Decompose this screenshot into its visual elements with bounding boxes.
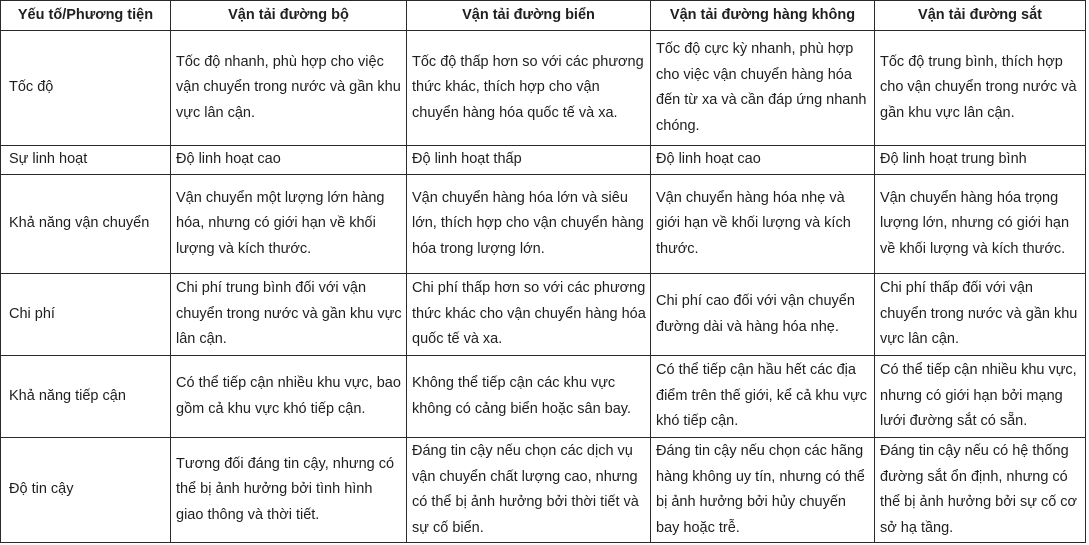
- rail-cell: Tốc độ trung bình, thích hợp cho vận chuyển trong nước và gần khu vực lân cận.: [875, 31, 1086, 146]
- table-row: [1, 146, 1086, 175]
- sea-cell: Đáng tin cậy nếu chọn các dịch vụ vận chuyển chất lượng cao, nhưng có thể bị ảnh hưởng bởi thời tiết và sự cố biển.: [407, 438, 651, 543]
- header-sea: Vận tải đường biển: [407, 1, 651, 31]
- road-cell: Tốc độ nhanh, phù hợp cho việc vận chuyển trong nước và gần khu vực lân cận.: [171, 31, 407, 146]
- factor-cell: Chi phí: [1, 274, 171, 356]
- factor-cell: Độ tin cậy: [1, 438, 171, 543]
- air-cell: Chi phí cao đối với vận chuyển đường dài và hàng hóa nhẹ.: [651, 274, 875, 356]
- factor-cell: Sự linh hoạt: [1, 146, 171, 175]
- rail-cell: Độ linh hoạt trung bình: [875, 146, 1086, 175]
- sea-cell: Không thể tiếp cận các khu vực không có cảng biển hoặc sân bay.: [407, 356, 651, 438]
- header-road: Vận tải đường bộ: [171, 1, 407, 31]
- road-cell: Vận chuyển một lượng lớn hàng hóa, nhưng có giới hạn về khối lượng và kích thước.: [171, 175, 407, 274]
- rail-cell: Đáng tin cậy nếu có hệ thống đường sắt ổn định, nhưng có thể bị ảnh hưởng bởi sự cố cơ sở hạ tầng.: [875, 438, 1086, 543]
- air-cell: Tốc độ cực kỳ nhanh, phù hợp cho việc vận chuyển hàng hóa đến từ xa và cần đáp ứng nhanh chóng.: [651, 31, 875, 146]
- table-row: [1, 175, 1086, 274]
- factor-cell: Khả năng tiếp cận: [1, 356, 171, 438]
- air-cell: Độ linh hoạt cao: [651, 146, 875, 175]
- sea-cell: Vận chuyển hàng hóa lớn và siêu lớn, thích hợp cho vận chuyển hàng hóa trong lượng lớn.: [407, 175, 651, 274]
- factor-cell: Khả năng vận chuyển: [1, 175, 171, 274]
- factor-cell: Tốc độ: [1, 31, 171, 146]
- road-cell: Chi phí trung bình đối với vận chuyển trong nước và gần khu vực lân cận.: [171, 274, 407, 356]
- air-cell: Vận chuyển hàng hóa nhẹ và giới hạn về khối lượng và kích thước.: [651, 175, 875, 274]
- road-cell: Có thể tiếp cận nhiều khu vực, bao gồm cả khu vực khó tiếp cận.: [171, 356, 407, 438]
- road-cell: Tương đối đáng tin cậy, nhưng có thể bị ảnh hưởng bởi tình hình giao thông và thời tiết.: [171, 438, 407, 543]
- air-cell: Có thể tiếp cận hầu hết các địa điểm trên thế giới, kể cả khu vực khó tiếp cận.: [651, 356, 875, 438]
- air-cell: Đáng tin cậy nếu chọn các hãng hàng không uy tín, nhưng có thể bị ảnh hưởng bởi hủy chuyến bay hoặc trễ.: [651, 438, 875, 543]
- header-rail: Vận tải đường sắt: [875, 1, 1086, 31]
- header-air: Vận tải đường hàng không: [651, 1, 875, 31]
- table-header-row: [1, 1, 1086, 31]
- sea-cell: Độ linh hoạt thấp: [407, 146, 651, 175]
- sea-cell: Chi phí thấp hơn so với các phương thức khác cho vận chuyển hàng hóa quốc tế và xa.: [407, 274, 651, 356]
- rail-cell: Vận chuyển hàng hóa trọng lượng lớn, nhưng có giới hạn về khối lượng và kích thước.: [875, 175, 1086, 274]
- table-row: [1, 274, 1086, 356]
- table-row: [1, 31, 1086, 146]
- rail-cell: Có thể tiếp cận nhiều khu vực, nhưng có giới hạn bởi mạng lưới đường sắt có sẵn.: [875, 356, 1086, 438]
- rail-cell: Chi phí thấp đối với vận chuyển trong nước và gần khu vực lân cận.: [875, 274, 1086, 356]
- road-cell: Độ linh hoạt cao: [171, 146, 407, 175]
- header-factor: Yếu tố/Phương tiện: [1, 1, 171, 31]
- sea-cell: Tốc độ thấp hơn so với các phương thức khác, thích hợp cho vận chuyển hàng hóa quốc tế và xa.: [407, 31, 651, 146]
- table-row: [1, 356, 1086, 438]
- table-row: [1, 438, 1086, 543]
